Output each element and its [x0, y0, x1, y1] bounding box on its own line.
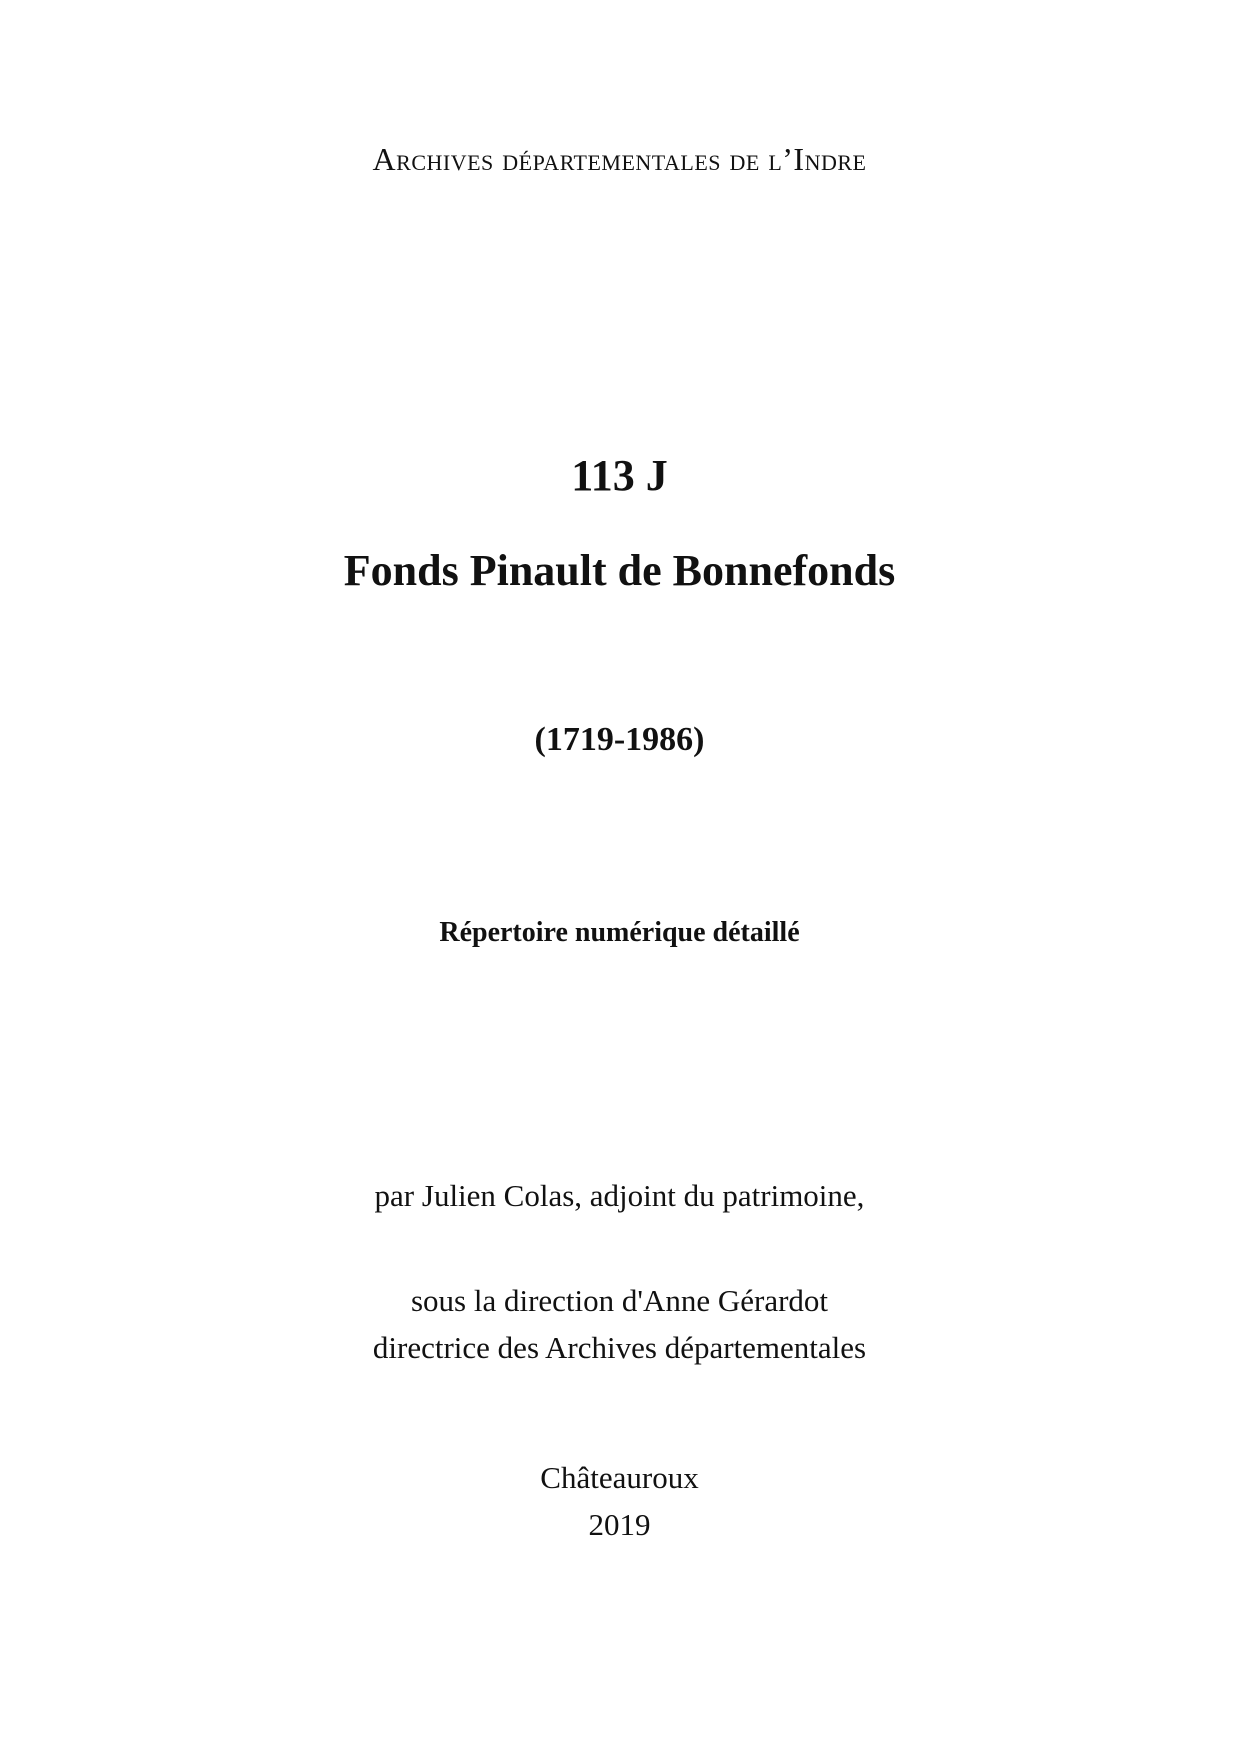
fonds-code: 113 J	[571, 451, 668, 500]
fonds-title: Fonds Pinault de Bonnefonds	[343, 546, 896, 595]
author-credit: par Julien Colas, adjoint du patrimoine,	[374, 1178, 865, 1213]
fonds-dates: (1719-1986)	[534, 721, 705, 758]
publication-place: Châteauroux	[540, 1460, 699, 1495]
publication-year: 2019	[588, 1507, 651, 1542]
director-role: directrice des Archives départementales	[372, 1330, 867, 1365]
direction-credit: sous la direction d'Anne Gérardot	[410, 1283, 829, 1318]
institution-header: Archives départementales de l’Indre	[372, 141, 867, 177]
document-type: Répertoire numérique détaillé	[439, 917, 800, 948]
